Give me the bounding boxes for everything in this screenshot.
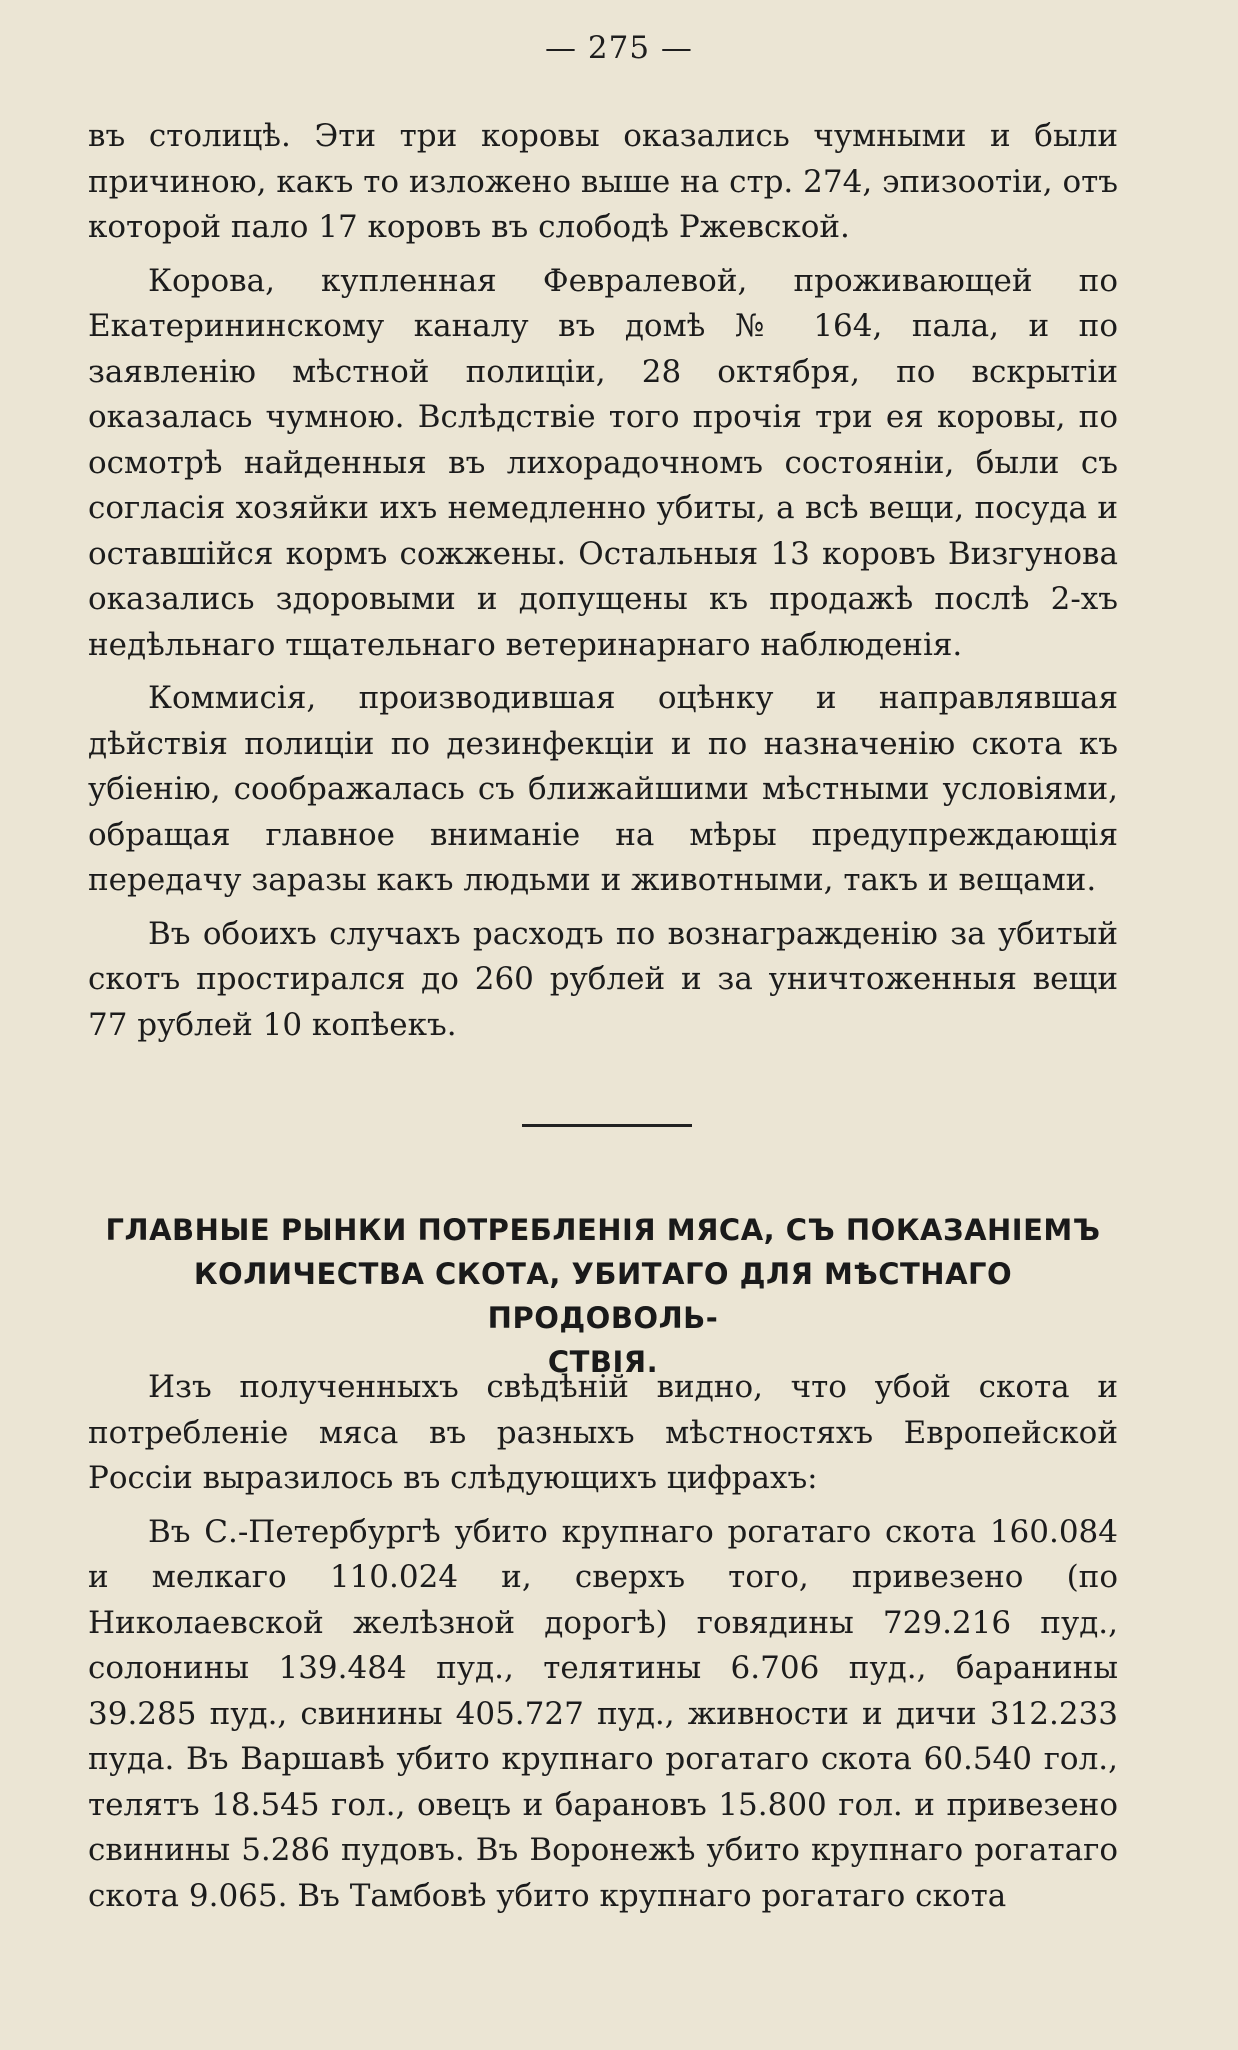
paragraph-city-figures: Въ С.-Петербургѣ убито крупнаго рогатаго скота 160.084 и мелкаго 110.024 и, сверхъ того, привезено (по Николаевской желѣзной дорогѣ) говядины 729.216 пуд., солонины 139.484 пуд., телятины 6.706 пуд., баранины 39.285 пуд., свинины 405.727 пуд., живности и дичи 312.233 пуда. Въ Варшавѣ убито крупнаго рогатаго скота 60.540 гол., телятъ 18.545 гол., овецъ и барановъ 15.800 гол. и привезено свинины 5.286 пудовъ. Въ Воронежѣ убито крупнаго рогатаго скота 9.065. Въ Тамбовѣ убито крупнаго рогатаго скота <box>88 1513 1118 1914</box>
section-heading-line: ГЛАВНЫЕ РЫНКИ ПОТРЕБЛЕНІЯ МЯСА, СЪ ПОКАЗАНІЕМЪ <box>105 1213 1101 1247</box>
paragraph-continuation: въ столицѣ. Эти три коровы оказались чумными и были причиною, какъ то изложено выше на стр. 274, эпизоотіи, отъ которой пало 17 коровъ въ слободѣ Ржевской. <box>88 118 1118 245</box>
section-heading-line: КОЛИЧЕСТВА СКОТА, УБИТАГО ДЛЯ МѢСТНАГО ПРОДОВОЛЬ- <box>193 1257 1013 1335</box>
page-number: — 275 — <box>545 30 693 66</box>
paragraph-commission: Коммисія, производившая оцѣнку и направлявшая дѣйствія полиціи по дезинфекціи и по назначенію скота къ убіенію, соображалась съ ближайшими мѣстными условіями, обращая главное вниманіе на мѣры предупреждающія передачу заразы какъ людьми и животными, такъ и вещами. <box>88 680 1118 898</box>
paragraph-intro: Изъ полученныхъ свѣдѣній видно, что убой скота и потребленіе мяса въ разныхъ мѣстностяхъ Европейской Россіи выразилось въ слѣдующихъ цифрахъ: <box>88 1369 1118 1496</box>
paragraph-fevraleva-cow: Корова, купленная Февралевой, проживающей по Екатерининскому каналу въ домѣ № 164, пала, и по заявленію мѣстной полиціи, 28 октября, по вскрытіи оказалась чумною. Вслѣдствіе того прочія три ея коровы, по осмотрѣ найденныя въ лихорадочномъ состояніи, были съ согласія хозяйки ихъ немедленно убиты, а всѣ вещи, посуда и оставшійся кормъ сожжены. Остальныя 13 коровъ Визгунова оказались здоровыми и допущены къ продажѣ послѣ 2-хъ недѣльнаго тщательнаго ветеринарнаго наблюденія. <box>88 262 1118 663</box>
section-heading-line: СТВІЯ. <box>547 1345 659 1379</box>
section-divider <box>522 1124 692 1127</box>
section-heading <box>88 1208 1118 1384</box>
bottom-text-section <box>88 1365 1118 1927</box>
top-text-section <box>88 114 1118 1056</box>
paragraph-expenses: Въ обоихъ случахъ расходъ по вознагражденію за убитый скотъ простирался до 260 рублей и за уничтоженныя вещи 77 рублей 10 копѣекъ. <box>88 915 1118 1043</box>
